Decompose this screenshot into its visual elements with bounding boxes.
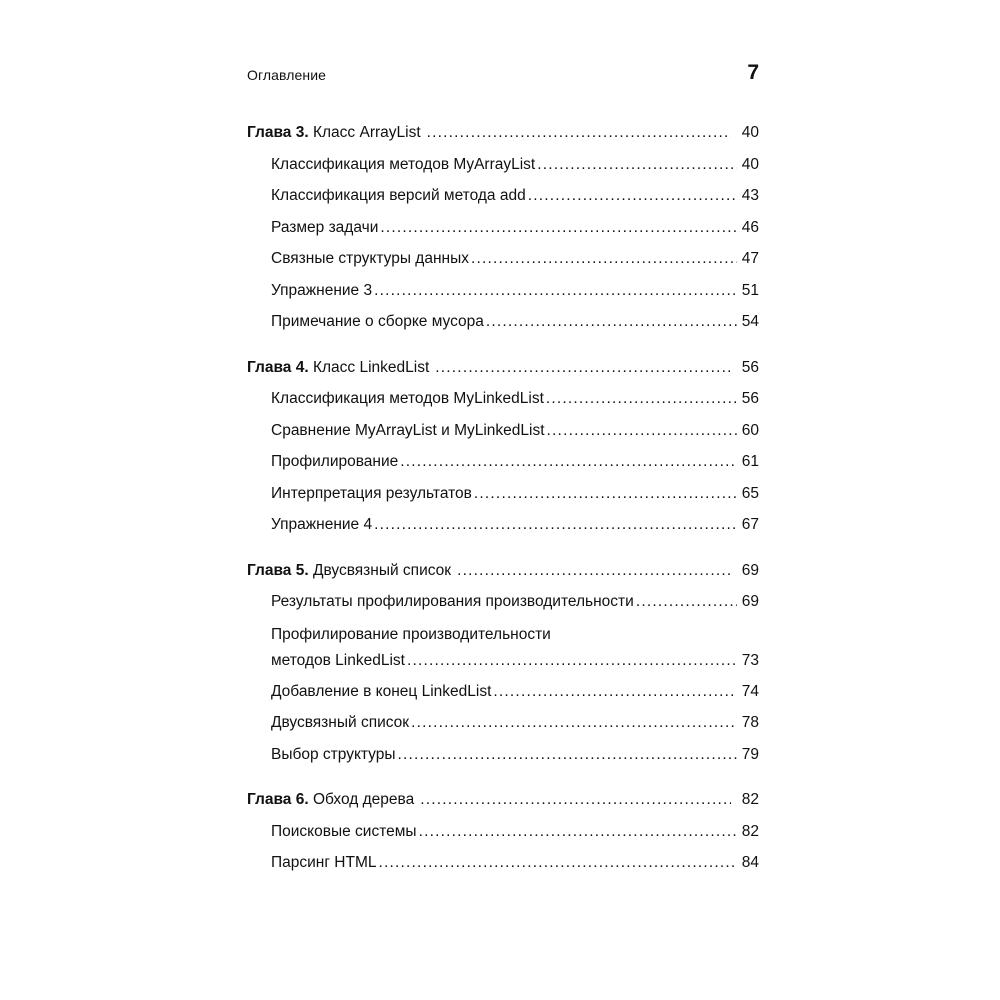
leader-dots — [400, 446, 737, 478]
chapter-name: Двусвязный список — [312, 561, 452, 579]
section-title: Добавление в конец LinkedList — [271, 682, 492, 700]
page-ref: 65 — [741, 484, 759, 502]
page-ref: 56 — [741, 390, 759, 407]
page-ref: 56 — [741, 358, 759, 376]
leader-dots — [407, 650, 737, 672]
table-of-contents — [247, 117, 759, 879]
leader-dots — [474, 478, 737, 510]
page-ref: 73 — [741, 651, 759, 669]
toc-entry[interactable] — [247, 739, 759, 771]
toc-entry[interactable] — [247, 415, 759, 447]
page-ref: 74 — [741, 682, 759, 700]
leader-dots — [420, 784, 731, 816]
toc-entry-multiline[interactable] — [247, 618, 759, 676]
leader-dots — [636, 586, 737, 618]
page-ref: 47 — [741, 250, 759, 267]
leader-dots — [547, 415, 737, 447]
page-ref: 43 — [741, 187, 759, 204]
toc-entry[interactable] — [247, 676, 759, 708]
section-title: Связные структуры данных — [271, 250, 469, 267]
section-title: Результаты профилирования производительности — [271, 593, 634, 610]
section-title: Размер задачи — [271, 218, 379, 236]
page-ref: 69 — [741, 593, 759, 610]
leader-dots — [493, 676, 737, 708]
section-title: Парсинг HTML — [271, 854, 377, 871]
chapter-label: Глава 6. — [247, 791, 309, 808]
page-ref: 69 — [741, 561, 759, 579]
page-ref: 61 — [741, 453, 759, 470]
leader-dots — [435, 352, 731, 384]
page-ref: 78 — [741, 714, 759, 731]
page-number: 7 — [747, 61, 759, 84]
page-ref: 40 — [741, 155, 759, 173]
page-ref: 60 — [741, 421, 759, 439]
chapter-title — [247, 784, 414, 816]
section-title: Классификация методов MyLinkedList — [271, 390, 544, 407]
toc-entry[interactable] — [247, 180, 759, 212]
toc-entry[interactable] — [247, 275, 759, 307]
page-ref: 40 — [741, 124, 759, 141]
page-ref: 82 — [741, 822, 759, 840]
toc-entry[interactable] — [247, 707, 759, 739]
leader-dots — [537, 149, 737, 181]
toc-entry[interactable] — [247, 478, 759, 510]
section-title: Упражнение 3 — [271, 281, 373, 299]
toc-entry[interactable] — [247, 212, 759, 244]
page-ref: 46 — [741, 218, 759, 236]
section-title: Двусвязный список — [271, 714, 410, 731]
leader-dots — [398, 739, 737, 771]
chapter-title — [247, 555, 451, 587]
toc-entry[interactable] — [247, 383, 759, 415]
page-ref: 67 — [741, 516, 759, 533]
toc-entry[interactable] — [247, 149, 759, 181]
page-ref: 82 — [741, 791, 759, 808]
chapter-name: Обход дерева — [312, 791, 415, 808]
section-title: Интерпретация результатов — [271, 484, 472, 502]
leader-dots — [528, 180, 737, 212]
chapter-label: Глава 4. — [247, 358, 309, 376]
chapter-4 — [247, 352, 759, 541]
leader-dots — [419, 816, 737, 848]
toc-entry[interactable] — [247, 306, 759, 338]
page-ref: 84 — [741, 854, 759, 871]
toc-entry[interactable] — [247, 586, 759, 618]
chapter-5-heading[interactable] — [247, 555, 759, 587]
chapter-name: Класс ArrayList — [312, 124, 421, 141]
section-title-line-2: методов LinkedList — [271, 651, 405, 669]
chapter-6-heading[interactable] — [247, 784, 759, 816]
section-title: Примечание о сборке мусора — [271, 313, 484, 330]
chapter-3-heading[interactable] — [247, 117, 759, 149]
running-head — [247, 55, 759, 95]
chapter-title — [247, 117, 421, 149]
leader-dots — [374, 509, 737, 541]
chapter-6 — [247, 784, 759, 879]
section-title: Профилирование — [271, 453, 399, 470]
leader-dots — [457, 555, 731, 587]
page-ref: 79 — [741, 745, 759, 763]
chapter-3 — [247, 117, 759, 338]
leader-dots — [486, 306, 737, 338]
leader-dots — [471, 243, 737, 275]
leader-dots — [546, 383, 737, 415]
section-title: Классификация версий метода add — [271, 187, 526, 204]
toc-entry[interactable] — [247, 847, 759, 879]
chapter-5 — [247, 555, 759, 771]
chapter-label: Глава 5. — [247, 561, 309, 579]
section-title: Поисковые системы — [271, 822, 417, 840]
toc-entry[interactable] — [247, 446, 759, 478]
chapter-title — [247, 352, 429, 384]
section-title: Выбор структуры — [271, 745, 396, 763]
section-title-line-1: Профилирование производительности — [271, 625, 551, 643]
running-title: Оглавление — [247, 67, 327, 83]
chapter-4-heading[interactable] — [247, 352, 759, 384]
section-title: Сравнение MyArrayList и MyLinkedList — [271, 421, 545, 439]
section-title: Упражнение 4 — [271, 516, 373, 533]
leader-dots — [411, 707, 737, 739]
leader-dots — [374, 275, 737, 307]
chapter-name: Класс LinkedList — [312, 358, 430, 376]
section-title-line-2-row — [271, 650, 759, 676]
section-title: Классификация методов MyArrayList — [271, 155, 536, 173]
toc-entry[interactable] — [247, 509, 759, 541]
chapter-label: Глава 3. — [247, 124, 309, 141]
book-page — [247, 55, 759, 893]
toc-entry[interactable] — [247, 243, 759, 275]
page-ref: 51 — [741, 281, 759, 299]
leader-dots — [380, 212, 737, 244]
toc-entry[interactable] — [247, 816, 759, 848]
page-ref: 54 — [741, 313, 759, 330]
leader-dots — [379, 847, 737, 879]
leader-dots — [427, 117, 731, 149]
